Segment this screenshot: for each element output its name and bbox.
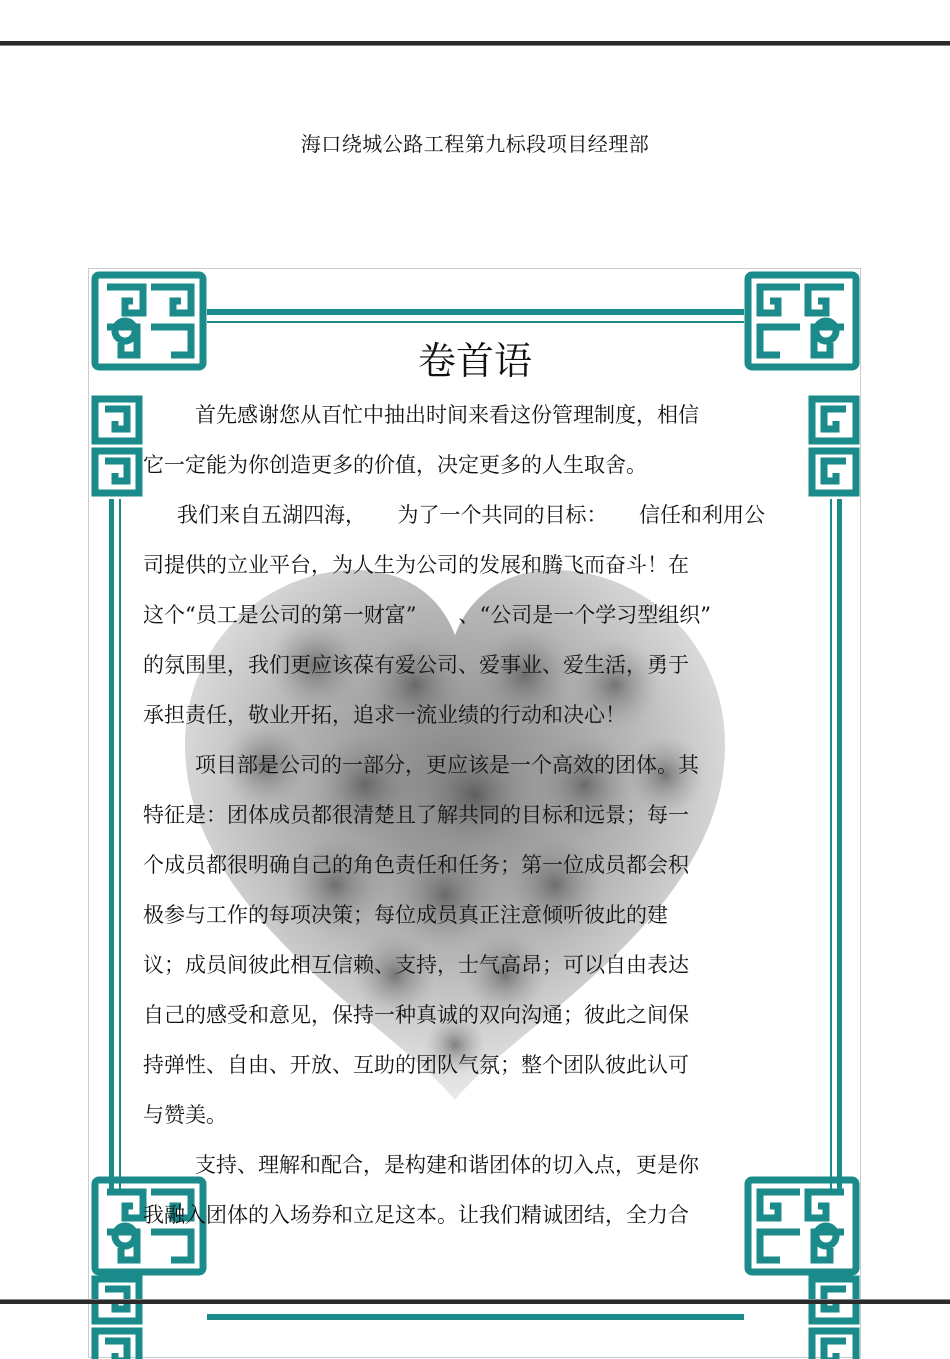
paragraph-line: 特征是：团体成员都很清楚且了解共同的目标和远景；每一 — [143, 803, 689, 827]
header-title: 海口绕城公路工程第九标段项目经理部 — [300, 132, 650, 156]
paragraph-line: 自己的感受和意见，保持一种真诚的双向沟通；彼此之间保 — [143, 1003, 689, 1027]
bottom-rule — [0, 1300, 950, 1304]
paragraph-line: 承担责任，敬业开拓，追求一流业绩的行动和决心！ — [143, 703, 626, 727]
paragraph-line: 持弹性、自由、开放、互助的团队气氛；整个团队彼此认可 — [143, 1053, 689, 1077]
paragraph-line: 我融入团体的入场券和立足这本。让我们精诚团结，全力合 — [143, 1203, 689, 1227]
paragraph-line: 的氛围里，我们更应该葆有爱公司、爱事业、爱生活，勇于 — [143, 653, 689, 677]
paragraph-1 — [143, 390, 743, 490]
paragraph-line: 首先感谢您从百忙中抽出时间来看这份管理制度，相信 — [195, 403, 699, 427]
paragraph-line: 我们来自五湖四海， 为了一个共同的目标： 信任和利用公 — [177, 503, 765, 527]
paragraph-line: 这个“员工是公司的第一财富” 、“公司是一个学习型组织” — [143, 603, 711, 627]
top-rule — [0, 41, 950, 45]
paragraph-line: 议；成员间彼此相互信赖、支持，士气高昂；可以自由表达 — [143, 953, 689, 977]
paragraph-4 — [143, 1140, 743, 1240]
document-title: 卷首语 — [417, 339, 532, 383]
paragraph-2 — [143, 490, 803, 740]
paragraph-line: 极参与工作的每项决策；每位成员真正注意倾听彼此的建 — [143, 903, 668, 927]
paragraph-line: 它一定能为你创造更多的价值，决定更多的人生取舍。 — [143, 453, 647, 477]
paragraph-line: 与赞美。 — [143, 1103, 227, 1127]
paragraph-3 — [143, 740, 743, 1140]
paragraph-line: 项目部是公司的一部分，更应该是一个高效的团体。其 — [195, 753, 699, 777]
paragraph-line: 支持、理解和配合，是构建和谐团体的切入点，更是你 — [195, 1153, 699, 1177]
paragraph-line: 司提供的立业平台，为人生为公司的发展和腾飞而奋斗！在 — [143, 553, 689, 577]
paragraph-line: 个成员都很明确自己的角色责任和任务；第一位成员都会积 — [143, 853, 689, 877]
